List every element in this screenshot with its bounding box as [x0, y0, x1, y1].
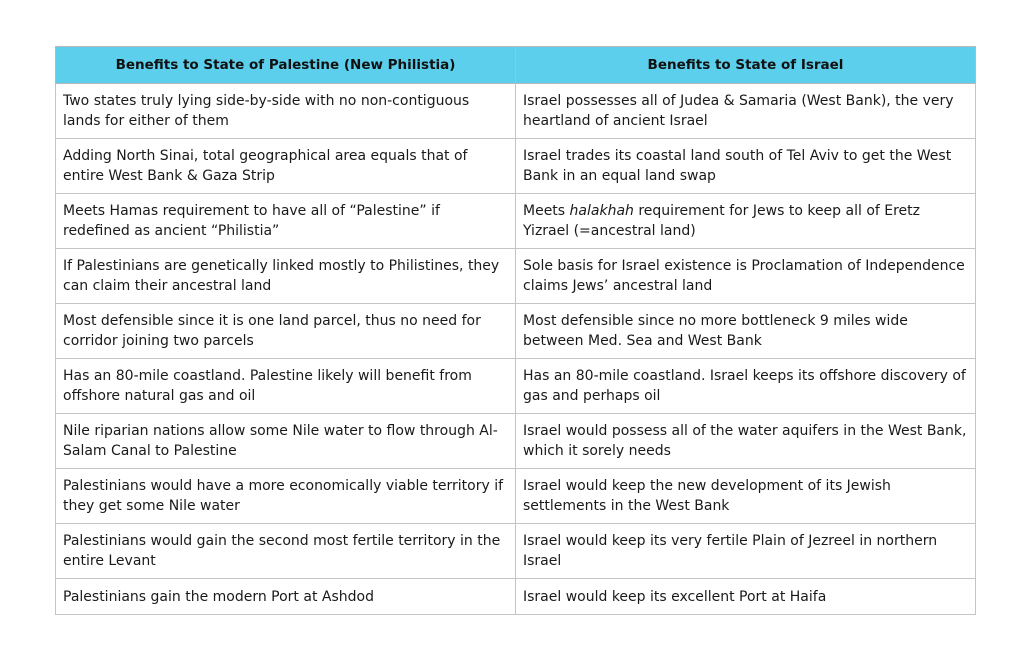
table-row — [56, 304, 976, 359]
cell-israel: Israel trades its coastal land south of Tel Aviv to get the West Bank in an equal land swap — [516, 139, 976, 194]
cell-israel: Israel would keep its very fertile Plain of Jezreel in northern Israel — [516, 524, 976, 579]
table-header — [56, 47, 976, 84]
header-israel: Benefits to State of Israel — [516, 47, 976, 84]
table-row — [56, 359, 976, 414]
table-row — [56, 469, 976, 524]
cell-palestine: Palestinians would gain the second most fertile territory in the entire Levant — [56, 524, 516, 579]
cell-israel — [516, 194, 976, 249]
cell-palestine: If Palestinians are genetically linked mostly to Philistines, they can claim their ancestral land — [56, 249, 516, 304]
cell-israel: Israel possesses all of Judea & Samaria (West Bank), the very heartland of ancient Israel — [516, 84, 976, 139]
cell-palestine: Two states truly lying side-by-side with no non-contiguous lands for either of them — [56, 84, 516, 139]
comparison-table — [55, 46, 976, 615]
cell-palestine: Meets Hamas requirement to have all of “Palestine” if redefined as ancient “Philistia” — [56, 194, 516, 249]
cell-israel: Israel would possess all of the water aquifers in the West Bank, which it sorely needs — [516, 414, 976, 469]
table-body — [56, 84, 976, 615]
cell-text-italic: halakhah — [569, 203, 634, 219]
table-row — [56, 84, 976, 139]
cell-text-post: requirement for Jews to keep all of Eretz Yizrael (=ancestral land) — [523, 203, 921, 239]
cell-palestine: Adding North Sinai, total geographical area equals that of entire West Bank & Gaza Strip — [56, 139, 516, 194]
table-row — [56, 414, 976, 469]
cell-israel: Israel would keep the new development of its Jewish settlements in the West Bank — [516, 469, 976, 524]
cell-israel: Most defensible since no more bottleneck 9 miles wide between Med. Sea and West Bank — [516, 304, 976, 359]
table-row — [56, 194, 976, 249]
table-row — [56, 579, 976, 615]
cell-text-pre: Meets — [523, 203, 570, 219]
cell-palestine: Palestinians would have a more economically viable territory if they get some Nile water — [56, 469, 516, 524]
header-row — [56, 47, 976, 84]
cell-palestine: Most defensible since it is one land parcel, thus no need for corridor joining two parcels — [56, 304, 516, 359]
cell-palestine: Palestinians gain the modern Port at Ashdod — [56, 579, 516, 615]
table-row — [56, 524, 976, 579]
header-palestine: Benefits to State of Palestine (New Philistia) — [56, 47, 516, 84]
table-row — [56, 139, 976, 194]
table-row — [56, 249, 976, 304]
cell-israel: Israel would keep its excellent Port at Haifa — [516, 579, 976, 615]
cell-israel: Has an 80-mile coastland. Israel keeps its offshore discovery of gas and perhaps oil — [516, 359, 976, 414]
cell-israel: Sole basis for Israel existence is Proclamation of Independence claims Jews’ ancestral land — [516, 249, 976, 304]
cell-palestine: Nile riparian nations allow some Nile water to flow through Al-Salam Canal to Palestine — [56, 414, 516, 469]
cell-palestine: Has an 80-mile coastland. Palestine likely will benefit from offshore natural gas and oil — [56, 359, 516, 414]
